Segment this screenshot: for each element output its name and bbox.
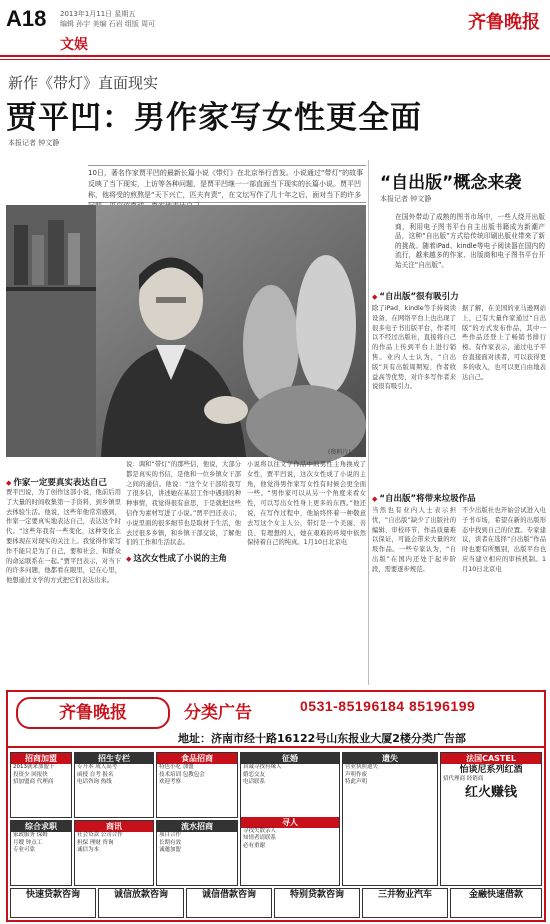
ad-cell (440, 752, 542, 886)
article-kicker: 新作《带灯》直面现实 (8, 74, 159, 92)
ad-line: 快速贷款咨询 (25, 890, 80, 900)
column-2-text: 说：调和“带灯”的那些信，他说，大部分都是真实的书信，是他和一位乡镇女干部之间的通信。他说：“这个女干部给我写了很多信，讲述她在基层工作中遇到的种种事情，我觉得很有意思，于是就把这些信作为素材写进了小说。”贾平凹还表示，小说里面的很多细节也是取材于生活，他去过很多乡镇，和乡镇干部交谈，了解他们的工作和生活状态。 (126, 461, 241, 547)
article-column-1 (6, 476, 121, 686)
ad-line: 婚恋交友 (243, 771, 266, 778)
ad-cell (450, 888, 542, 918)
ads-address: 地址：济南市经十路16122号山东报业大厦2楼分类广告部 (178, 732, 466, 745)
side-article-lead: 在国外带动了成熟的图书市场中，一些人绕开出版商，利用电子图书平台自主出版书籍成为新潮产品，这种“自出版”方式给传统印刷出版业带来了新的挑战。随着iPad、kindle等电子阅读器在国内的流行，越来越多的作家、出版商和电子图书平台开始关注“自出版”。 (395, 213, 545, 269)
ad-line: 声明作废 (345, 771, 368, 778)
ad-cell (362, 888, 448, 918)
ad-cell (156, 820, 238, 886)
ad-cell (74, 752, 154, 818)
author-photo (6, 205, 366, 457)
photo-credit: (资料片) (328, 449, 351, 456)
ad-line: 投资少 回报快 (13, 771, 48, 778)
ad-line: 担保 理财 咨询 (77, 839, 114, 846)
side-article-byline: 本报记者 钟文静 (380, 195, 432, 203)
ad-cell (186, 888, 272, 918)
ad-line: 函授 自考 报名 (77, 771, 114, 778)
ad-category: 流水招商 (157, 821, 237, 832)
ad-line: 招代理商 经销商 (443, 776, 484, 782)
ad-category: 遗失 (343, 753, 437, 764)
ad-category: 招商加盟 (11, 753, 71, 764)
subhead-2: ◆ 这次女性成了小说的主角 (126, 552, 241, 564)
ads-rule (8, 746, 544, 748)
ad-line: 专升本 成人高考 (77, 764, 118, 770)
ad-category: 综合求职 (11, 821, 71, 832)
ad-line: 知情者请联系 (243, 835, 277, 841)
ad-cell (74, 820, 154, 886)
ad-line: 月嫂 钟点工 (13, 839, 43, 846)
ad-line: 欢迎考察 (159, 779, 182, 785)
ad-cell (342, 752, 438, 886)
ad-line: 特色小吃 加盟 (159, 764, 194, 770)
section-label: 文娱 (60, 37, 88, 53)
ads-phone: 0531-85196184 85196199 (300, 698, 476, 714)
ad-category: 寻人 (241, 817, 339, 828)
header-meta (60, 9, 155, 29)
ads-logo: 齐鲁晚报 (16, 697, 170, 729)
ad-line: 特此声明 (345, 779, 368, 785)
ad-category: 征婚 (241, 753, 339, 764)
article-column-3: 小说将以往文学作品中的男性主角换成了女性，贾平凹说，这次女性成了小说的主角，他觉得男作家写女性有时候会更全面一些。“男作家可以从另一个角度来看女性，可以写出女性身上更多的东西。”他还说，在写作过程中，他始终怀着一种敬意去写这个女主人公，带灯是一个美丽、善良、有理想的人，她在艰难的环境中依然保持着自己的纯真。1月10日北京电 (247, 461, 366, 547)
side-column-4: 不少出版社也开始尝试进入电子书市场，希望在新的出版形态中找到自己的位置。专家建议，读者在选择“自出版”作品时也要有所甄别，出版平台也应当建立相应的审核机制。1月10日北京电 (462, 507, 546, 573)
ad-line: 招加盟商 代理商 (13, 779, 54, 785)
ad-cell (10, 820, 72, 886)
ad-category: 食品招商 (157, 753, 237, 764)
side-column-1: 除了iPad、kindle等手持阅读设备，在网络平台上也出现了很多电子书出版平台，作者可以不经过出版社，直接将自己的作品上传到平台上进行销售。业内人士认为，“自出版”具有出版周期短、作者收益高等优势，对许多写作者来说很有吸引力。 (372, 305, 456, 391)
ad-line: 三井物业汽车 (377, 890, 432, 900)
ad-line: 电话联系 (243, 779, 266, 785)
page-header (0, 0, 550, 66)
ad-line: 电话咨询 热线 (77, 779, 112, 785)
page-number: A18 (6, 6, 47, 31)
side-article-headline: “自出版”概念来袭 (380, 173, 522, 193)
ad-line: 必有重谢 (243, 842, 266, 849)
article-headline: 贾平凹：男作家写女性更全面 (6, 100, 422, 136)
ad-cell (98, 888, 184, 918)
ad-cell (240, 752, 340, 886)
ad-line: 诚信为本 (77, 847, 100, 853)
portrait-image (6, 205, 366, 457)
newspaper-brand: 齐鲁晚报 (468, 12, 540, 33)
classified-ads (6, 690, 546, 922)
ad-category: 商讯 (75, 821, 153, 832)
ad-line: 项目合作 (159, 832, 182, 838)
side-subhead-1: ◆ “自出版”很有吸引力 (372, 290, 459, 302)
ads-title: 分类广告 (184, 703, 252, 723)
ads-bottom-row (8, 888, 544, 920)
ad-line: 怡谈尼系列红酒 (459, 765, 523, 775)
ad-cell (274, 888, 360, 918)
side-column-3: 当然也有业内人士表示担忧，“自出版”缺少了出版社的编辑、审校环节，作品质量难以保证，可能会带来大量的垃圾作品。一些专家认为，“自出版”在国内还处于起步阶段，需要逐步规范。 (372, 507, 456, 573)
ad-line: 诚信借款咨询 (201, 890, 256, 900)
ad-line: 家政服务 保姆 (13, 832, 48, 838)
subhead-1: ◆ 作家一定要真实表达自己 (6, 476, 121, 488)
side-subhead-2: ◆ “自出版”将带来垃圾作品 (372, 492, 476, 504)
ads-header (8, 692, 544, 728)
ad-line: 真诚寻找有缘人 (243, 764, 282, 770)
ad-line: 诚信放款咨询 (113, 890, 168, 900)
ad-line: 诚邀加盟 (159, 847, 182, 853)
ad-category: 法国CASTEL (441, 753, 541, 764)
article-lead: 10日，著名作家贾平凹的最新长篇小说《带灯》在北京举行首发。小说通过“带灯”的故事反映了当下现实，上访等各种问题，是贾平凹继一一部直面当下现实的长篇小说。贾平凹称，他将受的煎熬是“天下兴亡，匹夫有责”，在文坛写作了几十年之后，面对当下的许多 (88, 165, 366, 203)
ad-cell (10, 888, 96, 918)
header-rule (0, 55, 550, 57)
article-column-2 (126, 460, 241, 686)
ad-line: 长期有效 (159, 839, 182, 846)
side-column-2: 据了解，在美国的亚马逊网站上，已有大量作家通过“自出版”的方式发布作品，其中一些作品还登上了畅销书排行榜。有作家表示，通过电子平台直接面对读者，可以获得更多的收入，也可以更自由地表达自己。 (462, 305, 546, 381)
ad-line: 寻找失散亲人 (243, 827, 277, 834)
ad-line: 金融快速借款 (468, 890, 523, 900)
ad-line: 专业可靠 (13, 847, 36, 853)
column-divider (368, 160, 369, 685)
ad-line: 红火赚钱 (464, 784, 517, 800)
ad-line: 2013就来加盟干 (13, 764, 55, 770)
ad-cell (156, 752, 238, 818)
column-1-text: 贾平凹说，为了创作这部小说，他前后用了大量的时间收集第一手资料，到乡镇里去体验生活。他说，这些年他常常感到，作家一定要真实地表达自己，表达这个时代。“这些年我有一些变化，这种变化主要体现在对现实的关注上。我觉得作家写作不能只是为了自己，要和社会、和群众的命运联系在一起。”贾平凹表示，对当下的许多问题，他都看在眼里，记在心里，他想通过文学的方式把它们表达出来。 (6, 489, 121, 585)
ad-line: 社会贷款 公司合作 (77, 832, 123, 838)
article-byline: 本报记者 钟文静 (8, 139, 60, 147)
ad-line: 特别贷款咨询 (289, 890, 344, 900)
header-rule-thin (0, 59, 550, 60)
ad-cell (10, 752, 72, 818)
issue-date: 2013年1月11日 星期五 (60, 10, 136, 18)
editors-line: 编辑 孙宇 美编 石岩 组版 周可 (60, 20, 156, 28)
ad-line: 技术培训 包教包会 (159, 771, 205, 778)
ad-category: 招生专栏 (75, 753, 153, 764)
ad-line: 营业执照遗失 (345, 764, 379, 770)
